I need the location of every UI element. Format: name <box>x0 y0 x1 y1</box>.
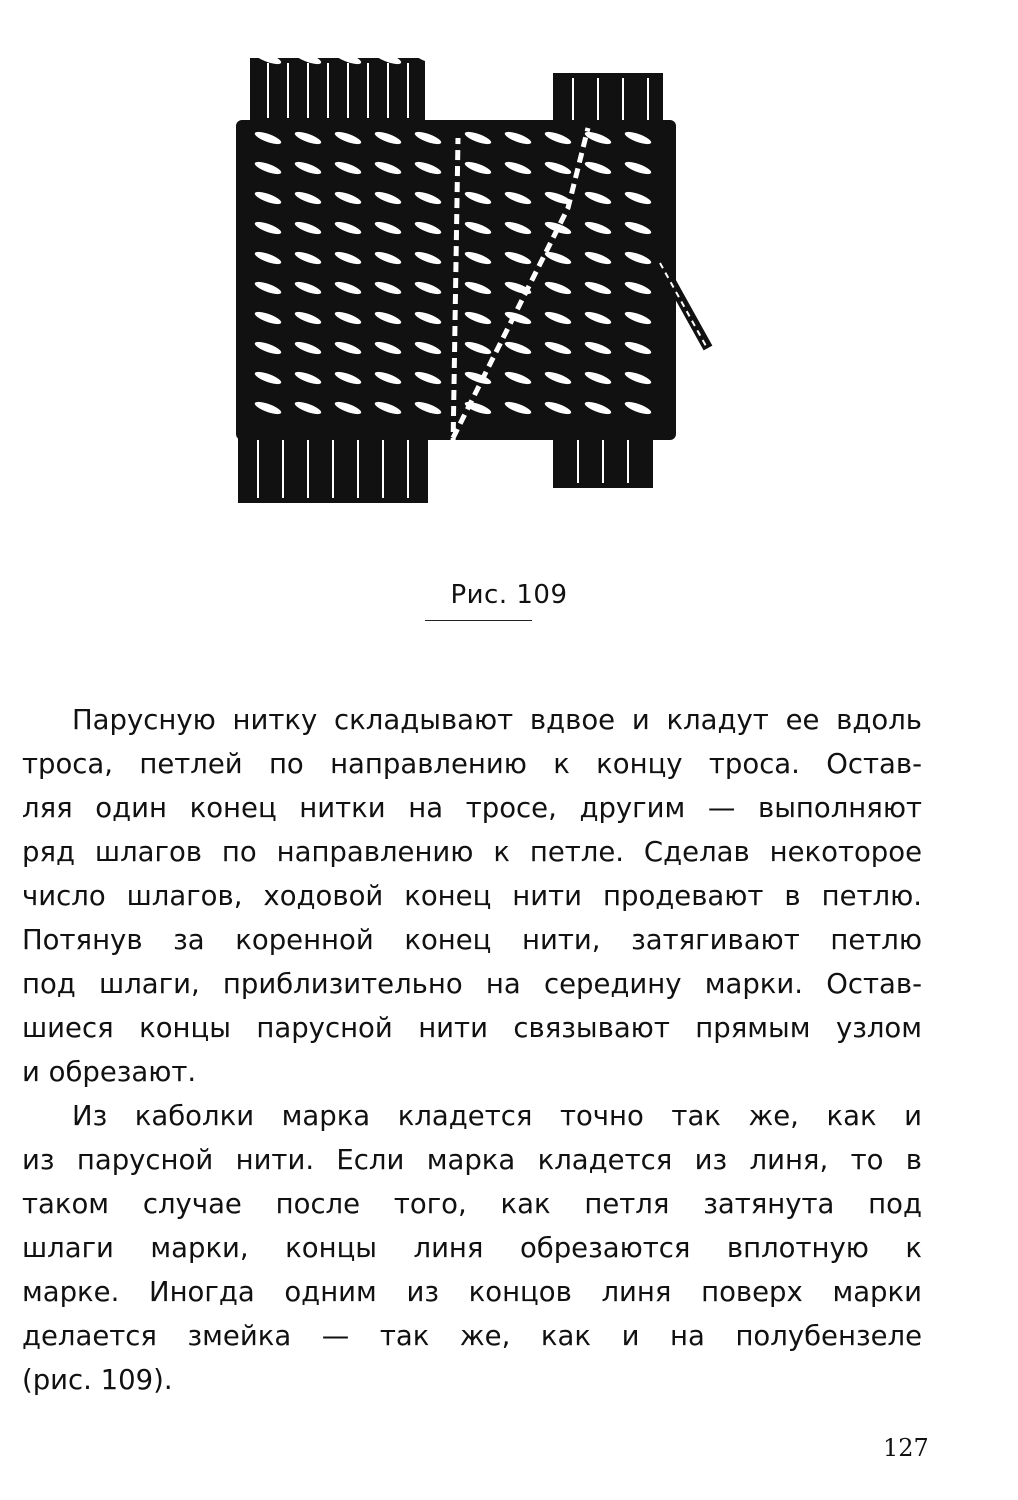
text-line: марке. Иногда одним из концов линя поверх марки <box>22 1276 922 1308</box>
page-number: 127 <box>883 1434 929 1462</box>
text-line: из парусной нити. Если марка кладется из линя, то в <box>22 1144 922 1176</box>
text-line: и обрезают. <box>22 1056 197 1088</box>
text-line: (рис. 109). <box>22 1364 173 1396</box>
text-line: троса, петлей по направлению к концу троса. Остав- <box>22 748 922 780</box>
text-line: Из каболки марка кладется точно так же, как и <box>72 1100 922 1132</box>
text-line: таком случае после того, как петля затянута под <box>22 1188 922 1220</box>
text-line: Потянув за коренной конец нити, затягивают петлю <box>22 924 922 956</box>
text-line: число шлагов, ходовой конец нити продевают в петлю. <box>22 880 922 912</box>
text-line: ляя один конец нитки на тросе, другим — выполняют <box>22 792 922 824</box>
text-line: Парусную нитку складывают вдвое и кладут ее вдоль <box>72 704 922 736</box>
rope-illustration-icon <box>228 58 728 508</box>
text-line: делается змейка — так же, как и на полубензеле <box>22 1320 922 1352</box>
caption-underline <box>425 620 532 621</box>
rope-whipping-figure <box>228 58 728 508</box>
text-line: шлаги марки, концы линя обрезаются вплотную к <box>22 1232 922 1264</box>
figure-caption: Рис. 109 <box>450 580 568 610</box>
text-line: шиеся концы парусной нити связывают прямым узлом <box>22 1012 922 1044</box>
text-line: ряд шлагов по направлению к петле. Сделав некоторое <box>22 836 922 868</box>
text-line: под шлаги, приблизительно на середину марки. Остав- <box>22 968 922 1000</box>
